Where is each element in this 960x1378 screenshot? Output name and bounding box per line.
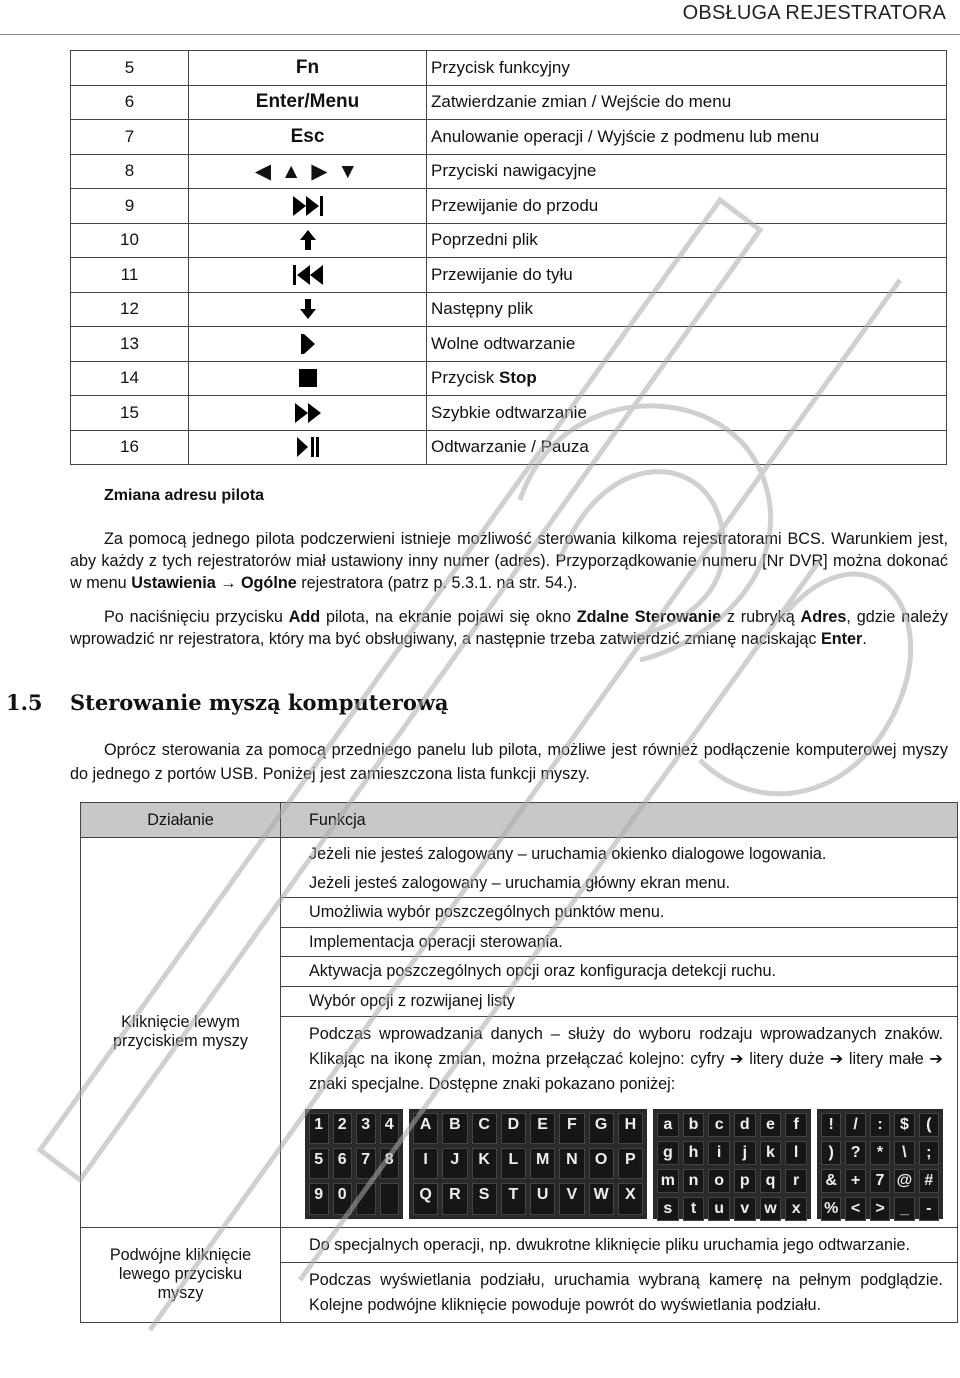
- key-description: Odtwarzanie / Pauza: [427, 430, 947, 465]
- table-row: [71, 189, 947, 224]
- key-description: Szybkie odtwarzanie: [427, 396, 947, 431]
- keyboard-key: M: [530, 1148, 555, 1179]
- double-click-label: Podwójne kliknięcie lewego przycisku myszy: [81, 1227, 281, 1322]
- stop-desc-prefix: Przycisk: [431, 368, 499, 388]
- keyboard-key: 4: [380, 1113, 400, 1144]
- keyboard-key: ): [821, 1141, 841, 1165]
- keyboard-key: *: [870, 1141, 890, 1165]
- mouse-intro: Oprócz sterowania za pomocą przedniego panelu lub pilota, możliwe jest również podłączenie komputerowej myszy do jednego z portów USB. Poniżej jest zamieszczona lista funkcji myszy.: [70, 741, 948, 783]
- keyboard-key: ;: [919, 1141, 939, 1165]
- keyboard-key: W: [589, 1183, 614, 1214]
- fast-forward-icon: [291, 194, 325, 218]
- remote-paragraph-2: Po naciśnięciu przycisku Add pilota, na ekranie pojawi się okno Zdalne Sterowanie z rubryką Adres, gdzie należy wprowadzić nr rejestratora, który ma być obsługiwany, a następnie trzeba zatwierdzić zmianę naciskając Enter.: [70, 608, 953, 648]
- keyboard-key: I: [413, 1148, 438, 1179]
- table-row: [71, 223, 947, 258]
- keyboard-key: E: [530, 1113, 555, 1144]
- keyboard-key: J: [442, 1148, 467, 1179]
- keyboard-key: q: [760, 1169, 782, 1193]
- keyboard-key: 9: [309, 1183, 329, 1214]
- table-row: [71, 292, 947, 327]
- keyboard-key: B: [442, 1113, 467, 1144]
- stop-desc-bold: Stop: [499, 368, 537, 388]
- keyboard-key: %: [821, 1197, 841, 1221]
- keyboard-key: w: [760, 1197, 782, 1221]
- section-number: 1.5: [6, 690, 43, 715]
- table-row: [71, 361, 947, 396]
- uppercase-keyboard: [409, 1109, 647, 1219]
- keyboard-key: u: [708, 1197, 730, 1221]
- on-screen-keyboards: [305, 1109, 943, 1219]
- keyboard-key: $: [894, 1113, 914, 1137]
- row-number: 15: [71, 396, 189, 431]
- table-row: [71, 396, 947, 431]
- keyboard-key: f: [785, 1113, 807, 1137]
- keyboard-key: S: [472, 1183, 497, 1214]
- keyboard-key: n: [683, 1169, 705, 1193]
- keyboard-key: &: [821, 1169, 841, 1193]
- keyboard-key: N: [559, 1148, 584, 1179]
- keyboard-key: R: [442, 1183, 467, 1214]
- row-number: 9: [71, 189, 189, 224]
- previous-file-icon: [299, 229, 317, 251]
- keyboard-key: @: [894, 1169, 914, 1193]
- key-description: Następny plik: [427, 292, 947, 327]
- keyboard-key: 1: [309, 1113, 329, 1144]
- key-label: Esc: [189, 120, 427, 155]
- keyboard-key: c: [708, 1113, 730, 1137]
- fast-play-icon: [293, 401, 323, 425]
- column-header-action: Działanie: [81, 803, 281, 838]
- keyboard-key: T: [501, 1183, 526, 1214]
- keyboard-key: 0: [333, 1183, 353, 1214]
- table-row: [81, 838, 958, 1228]
- key-description: Przewijanie do tyłu: [427, 258, 947, 293]
- row-number: 12: [71, 292, 189, 327]
- key-label: Enter/Menu: [189, 85, 427, 120]
- keyboard-key: b: [683, 1113, 705, 1137]
- column-header-function: Funkcja: [281, 803, 958, 838]
- keyboard-key: K: [472, 1148, 497, 1179]
- keyboard-key: 5: [309, 1148, 329, 1179]
- keyboard-key: h: [683, 1141, 705, 1165]
- digits-keyboard: [305, 1109, 403, 1219]
- row-number: 13: [71, 327, 189, 362]
- keyboard-key: t: [683, 1197, 705, 1221]
- keyboard-key: o: [708, 1169, 730, 1193]
- play-pause-icon: [295, 435, 321, 459]
- keyboard-key: s: [657, 1197, 679, 1221]
- next-file-icon: [299, 298, 317, 320]
- key-description: Zatwierdzanie zmian / Wejście do menu: [427, 85, 947, 120]
- special-chars-keyboard: [817, 1109, 943, 1219]
- stop-icon: [298, 368, 318, 388]
- row-number: 8: [71, 154, 189, 189]
- keyboard-key: [380, 1183, 400, 1214]
- keyboard-key: p: [734, 1169, 756, 1193]
- keyboard-key: g: [657, 1141, 679, 1165]
- keyboard-key: 3: [356, 1113, 376, 1144]
- keyboard-key: (: [919, 1113, 939, 1137]
- keyboard-key: O: [589, 1148, 614, 1179]
- keyboard-key: D: [501, 1113, 526, 1144]
- table-row: [71, 51, 947, 86]
- keyboard-key: 7: [870, 1169, 890, 1193]
- remote-paragraph-1: Za pomocą jednego pilota podczerwieni istnieje możliwość sterowania kilkoma rejestratorami BCS. Warunkiem jest, aby każdy z tych rejestratorów miał ustawiony inny numer (adres). Przyporządkowanie numeru [Nr DVR] można dokonać w menu Ustawienia → Ogólne rejestratora (patrz p. 5.3.1. na str. 54.).: [70, 530, 948, 592]
- table-row: [81, 1227, 958, 1322]
- keyboard-key: j: [734, 1141, 756, 1165]
- rewind-icon: [291, 263, 325, 287]
- keyboard-key: \: [894, 1141, 914, 1165]
- keyboard-key: C: [472, 1113, 497, 1144]
- keyboard-key: [356, 1183, 376, 1214]
- keyboard-key: A: [413, 1113, 438, 1144]
- keyboard-key: i: [708, 1141, 730, 1165]
- key-description: Poprzedni plik: [427, 223, 947, 258]
- keyboard-key: m: [657, 1169, 679, 1193]
- table-row: [71, 154, 947, 189]
- running-header: OBSŁUGA REJESTRATORA: [682, 2, 946, 24]
- keyboard-key: 6: [333, 1148, 353, 1179]
- key-label: Fn: [189, 51, 427, 86]
- table-row: [71, 120, 947, 155]
- left-click-label: Kliknięcie lewym przyciskiem myszy: [81, 838, 281, 1228]
- keyboard-key: V: [559, 1183, 584, 1214]
- keyboard-key: Q: [413, 1183, 438, 1214]
- function-line: Do specjalnych operacji, np. dwukrotne kliknięcie pliku uruchamia jego odtwarzanie.: [309, 1235, 911, 1254]
- remote-section-title: Zmiana adresu pilota: [104, 487, 265, 504]
- table-row: [71, 430, 947, 465]
- keyboard-key: #: [919, 1169, 939, 1193]
- key-description: Przewijanie do przodu: [427, 189, 947, 224]
- function-line: Aktywacja poszczególnych opcji oraz konfiguracja detekcji ruchu.: [309, 962, 776, 981]
- keyboard-key: X: [618, 1183, 643, 1214]
- function-line: Jeżeli jesteś zalogowany – uruchamia główny ekran menu.: [309, 873, 731, 892]
- table-row: [71, 327, 947, 362]
- section-heading: [6, 690, 449, 715]
- lowercase-keyboard: [653, 1109, 811, 1219]
- keyboard-key: !: [821, 1113, 841, 1137]
- mouse-functions-table: [80, 802, 958, 1323]
- function-line: Wybór opcji z rozwijanej listy: [309, 991, 515, 1010]
- keyboard-key: 8: [380, 1148, 400, 1179]
- keys-table: [70, 50, 947, 465]
- key-description: Przycisk funkcyjny: [427, 51, 947, 86]
- row-number: 16: [71, 430, 189, 465]
- keyboard-key: >: [870, 1197, 890, 1221]
- row-number: 14: [71, 361, 189, 396]
- keyboard-key: H: [618, 1113, 643, 1144]
- keyboard-key: l: [785, 1141, 807, 1165]
- section-title: Sterowanie myszą komputerową: [70, 690, 449, 715]
- keyboard-key: +: [845, 1169, 865, 1193]
- function-line: Jeżeli nie jesteś zalogowany – uruchamia okienko dialogowe logowania.: [309, 845, 827, 863]
- keyboard-key: d: [734, 1113, 756, 1137]
- function-line: Implementacja operacji sterowania.: [309, 932, 563, 951]
- row-number: 6: [71, 85, 189, 120]
- keyboard-key: _: [894, 1197, 914, 1221]
- keyboard-key: k: [760, 1141, 782, 1165]
- key-description: Wolne odtwarzanie: [427, 327, 947, 362]
- function-line: Umożliwia wybór poszczególnych punktów menu.: [309, 903, 665, 922]
- input-mode-description: Podczas wprowadzania danych – służy do wyboru rodzaju wprowadzanych znaków. Klikając na ikonę zmian, można przełączać kolejno: cyfry ➔ litery duże ➔ litery małe ➔ znaki specjalne. Dostępne znaki pokazano poniżej:: [309, 1024, 943, 1093]
- header-rule: [0, 34, 960, 35]
- row-number: 5: [71, 51, 189, 86]
- keyboard-key: x: [785, 1197, 807, 1221]
- keyboard-key: U: [530, 1183, 555, 1214]
- key-description: Przyciski nawigacyjne: [427, 154, 947, 189]
- keyboard-key: L: [501, 1148, 526, 1179]
- keyboard-key: -: [919, 1197, 939, 1221]
- keyboard-key: P: [618, 1148, 643, 1179]
- keyboard-key: :: [870, 1113, 890, 1137]
- keyboard-key: G: [589, 1113, 614, 1144]
- keyboard-key: r: [785, 1169, 807, 1193]
- table-header-row: [81, 803, 958, 838]
- keyboard-key: F: [559, 1113, 584, 1144]
- keyboard-key: <: [845, 1197, 865, 1221]
- keyboard-key: ?: [845, 1141, 865, 1165]
- navigation-arrows-icon: ◀ ▲ ▶ ▼: [189, 154, 427, 189]
- keyboard-key: /: [845, 1113, 865, 1137]
- slow-play-icon: [299, 332, 317, 356]
- keyboard-key: v: [734, 1197, 756, 1221]
- key-description: [427, 361, 947, 396]
- table-row: [71, 258, 947, 293]
- keyboard-key: e: [760, 1113, 782, 1137]
- table-row: [71, 85, 947, 120]
- row-number: 7: [71, 120, 189, 155]
- row-number: 10: [71, 223, 189, 258]
- keyboard-key: 7: [356, 1148, 376, 1179]
- row-number: 11: [71, 258, 189, 293]
- keyboard-key: a: [657, 1113, 679, 1137]
- keyboard-key: 2: [333, 1113, 353, 1144]
- function-line: Podczas wyświetlania podziału, uruchamia wybraną kamerę na pełnym podglądzie. Kolejne podwójne kliknięcie powoduje powrót do wyświetlania podziału.: [309, 1270, 943, 1314]
- key-description: Anulowanie operacji / Wyjście z podmenu lub menu: [427, 120, 947, 155]
